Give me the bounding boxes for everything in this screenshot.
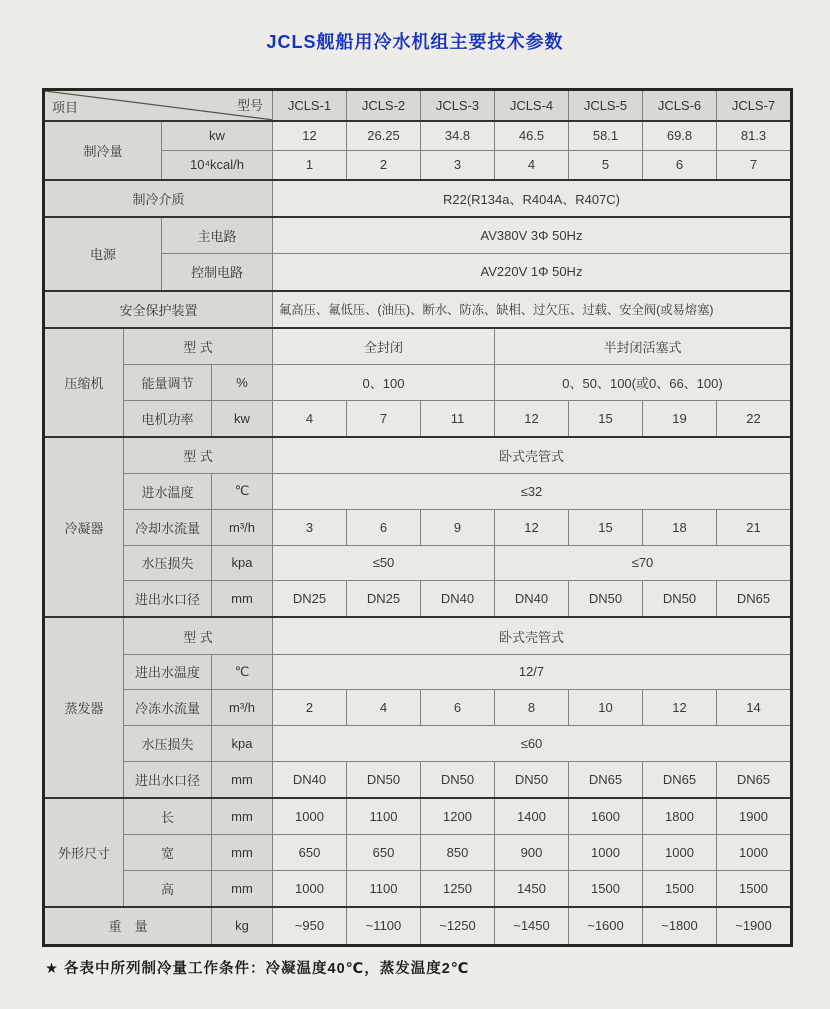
unit-cell: kpa [212,726,273,762]
row-label-kw: kw [162,121,273,150]
value-cell: 3 [421,150,495,179]
row-label-pressure-loss: 水压损失 [124,726,212,762]
value-cell: 650 [347,835,421,871]
group-label-cooling: 制冷量 [44,121,162,180]
value-cell: 4 [495,150,569,179]
row-label-compressor-type: 型 式 [124,328,273,365]
table-row [44,545,792,581]
row-label-inout-temp: 进出水温度 [124,654,212,690]
value-cell: 81.3 [717,121,792,150]
row-label-height: 高 [124,870,212,907]
value-cell: DN50 [421,761,495,798]
value-cell: ~950 [273,907,347,946]
row-label-control-circuit: 控制电路 [162,254,273,291]
unit-cell: m³/h [212,509,273,545]
value-cell: ~1450 [495,907,569,946]
value-cell: 6 [421,690,495,726]
row-label-cooling-water-flow: 冷却水流量 [124,509,212,545]
value-cell-condenser-type: 卧式壳管式 [273,437,792,474]
value-cell: 3 [273,509,347,545]
row-label-motor-power: 电机功率 [124,400,212,437]
value-cell: 900 [495,835,569,871]
value-cell: 1 [273,150,347,179]
value-cell: 1800 [643,798,717,835]
value-cell: 1500 [569,870,643,907]
value-cell: ~1900 [717,907,792,946]
value-cell: 58.1 [569,121,643,150]
value-cell: 2 [347,150,421,179]
value-cell: 21 [717,509,792,545]
value-cell: 1000 [273,798,347,835]
unit-cell: mm [212,581,273,618]
row-label-width: 宽 [124,835,212,871]
unit-cell: kpa [212,545,273,581]
model-header: JCLS-5 [569,90,643,121]
group-label-compressor: 压缩机 [44,328,124,437]
row-label-chilled-water-flow: 冷冻水流量 [124,690,212,726]
row-label-weight: 重 量 [44,907,212,946]
value-cell: 1500 [717,870,792,907]
model-header: JCLS-2 [347,90,421,121]
table-row [44,365,792,401]
table-row [44,581,792,618]
group-label-dimensions: 外形尺寸 [44,798,124,907]
value-cell: 1400 [495,798,569,835]
value-cell: ~1600 [569,907,643,946]
row-label-pipe-size: 进出水口径 [124,761,212,798]
row-label-pipe-size: 进出水口径 [124,581,212,618]
value-cell: 9 [421,509,495,545]
value-cell: 12 [273,121,347,150]
value-cell: DN65 [569,761,643,798]
value-cell: 1100 [347,870,421,907]
unit-cell: mm [212,761,273,798]
value-cell: 15 [569,509,643,545]
value-cell: 2 [273,690,347,726]
value-cell-compressor-type-right: 半封闭活塞式 [495,328,792,365]
value-cell-evap-pressure: ≤60 [273,726,792,762]
value-cell-inout-temp: 12/7 [273,654,792,690]
value-cell: 1200 [421,798,495,835]
value-cell: 1000 [643,835,717,871]
value-cell: ~1100 [347,907,421,946]
table-row [44,437,792,474]
value-cell: 850 [421,835,495,871]
value-cell: 1000 [569,835,643,871]
value-cell-pressure-right: ≤70 [495,545,792,581]
value-cell: 12 [495,509,569,545]
value-cell: 6 [347,509,421,545]
row-label-refrigerant: 制冷介质 [44,180,273,218]
value-cell: 15 [569,400,643,437]
table-row [44,726,792,762]
value-cell-pressure-left: ≤50 [273,545,495,581]
table-row [44,870,792,907]
value-cell-control-circuit: AV220V 1Φ 50Hz [273,254,792,291]
value-cell: 34.8 [421,121,495,150]
unit-cell: m³/h [212,690,273,726]
value-cell-compressor-type-left: 全封闭 [273,328,495,365]
value-cell-safety: 氟高压、氟低压、(油压)、断水、防冻、缺相、过欠压、过载、安全阀(或易熔塞) [273,291,792,329]
value-cell-evaporator-type: 卧式壳管式 [273,617,792,654]
table-row [44,328,792,365]
value-cell: 19 [643,400,717,437]
table-row [44,761,792,798]
row-label-energy-regulation: 能量调节 [124,365,212,401]
value-cell: ~1250 [421,907,495,946]
table-row [44,690,792,726]
spec-table [42,88,793,947]
table-row [44,217,792,254]
unit-cell: ℃ [212,474,273,510]
model-header: JCLS-7 [717,90,792,121]
unit-cell: kg [212,907,273,946]
value-cell: 12 [495,400,569,437]
value-cell: 7 [347,400,421,437]
model-header: JCLS-4 [495,90,569,121]
value-cell: 1600 [569,798,643,835]
value-cell: DN50 [643,581,717,618]
model-header: JCLS-6 [643,90,717,121]
value-cell: DN40 [421,581,495,618]
value-cell: 26.25 [347,121,421,150]
value-cell: 1100 [347,798,421,835]
value-cell: DN40 [495,581,569,618]
value-cell: 6 [643,150,717,179]
value-cell: ~1800 [643,907,717,946]
value-cell: 69.8 [643,121,717,150]
page-title: JCLS舰船用冷水机组主要技术参数 [266,32,564,52]
corner-item-label: 项目 [52,99,79,115]
value-cell: 1900 [717,798,792,835]
model-header: JCLS-1 [273,90,347,121]
unit-cell: % [212,365,273,401]
row-label-condenser-type: 型 式 [124,437,273,474]
table-row [44,907,792,946]
value-cell: 14 [717,690,792,726]
value-cell: DN25 [347,581,421,618]
unit-cell: mm [212,798,273,835]
value-cell: 1250 [421,870,495,907]
value-cell: 1000 [273,870,347,907]
row-label-inlet-temp: 进水温度 [124,474,212,510]
value-cell: DN25 [273,581,347,618]
model-header: JCLS-3 [421,90,495,121]
value-cell: 22 [717,400,792,437]
value-cell: 1000 [717,835,792,871]
value-cell: 8 [495,690,569,726]
value-cell: 4 [347,690,421,726]
footnote: ★ 各表中所列制冷量工作条件：冷凝温度40℃，蒸发温度2℃ [45,961,470,977]
value-cell: DN65 [717,581,792,618]
value-cell: 10 [569,690,643,726]
table-row [44,617,792,654]
value-cell: 1450 [495,870,569,907]
table-row [44,121,792,150]
row-label-kcal: 10⁴kcal/h [162,150,273,179]
value-cell: 5 [569,150,643,179]
table-row [44,180,792,218]
unit-cell: ℃ [212,654,273,690]
value-cell: 7 [717,150,792,179]
value-cell-inlet-temp: ≤32 [273,474,792,510]
value-cell: 650 [273,835,347,871]
table-row [44,291,792,329]
row-label-evaporator-type: 型 式 [124,617,273,654]
table-row [44,509,792,545]
row-label-main-circuit: 主电路 [162,217,273,254]
value-cell-energy-left: 0、100 [273,365,495,401]
corner-cell [44,90,273,121]
value-cell: 11 [421,400,495,437]
value-cell: 18 [643,509,717,545]
group-label-condenser: 冷凝器 [44,437,124,617]
table-row [44,798,792,835]
value-cell: DN65 [643,761,717,798]
value-cell: 46.5 [495,121,569,150]
table-row [44,835,792,871]
corner-model-label: 型号 [236,98,263,113]
unit-cell: mm [212,870,273,907]
value-cell: DN50 [495,761,569,798]
group-label-power: 电源 [44,217,162,290]
value-cell-energy-right: 0、50、100(或0、66、100) [495,365,792,401]
value-cell-main-circuit: AV380V 3Φ 50Hz [273,217,792,254]
value-cell: DN65 [717,761,792,798]
unit-cell: mm [212,835,273,871]
row-label-pressure-loss: 水压损失 [124,545,212,581]
table-row [44,400,792,437]
value-cell-refrigerant: R22(R134a、R404A、R407C) [273,180,792,218]
row-label-safety: 安全保护装置 [44,291,273,329]
value-cell: DN50 [347,761,421,798]
table-header-row [44,90,792,121]
group-label-evaporator: 蒸发器 [44,617,124,797]
unit-cell: kw [212,400,273,437]
value-cell: DN50 [569,581,643,618]
table-row [44,654,792,690]
value-cell: 4 [273,400,347,437]
value-cell: 12 [643,690,717,726]
value-cell: 1500 [643,870,717,907]
table-row [44,474,792,510]
value-cell: DN40 [273,761,347,798]
row-label-length: 长 [124,798,212,835]
